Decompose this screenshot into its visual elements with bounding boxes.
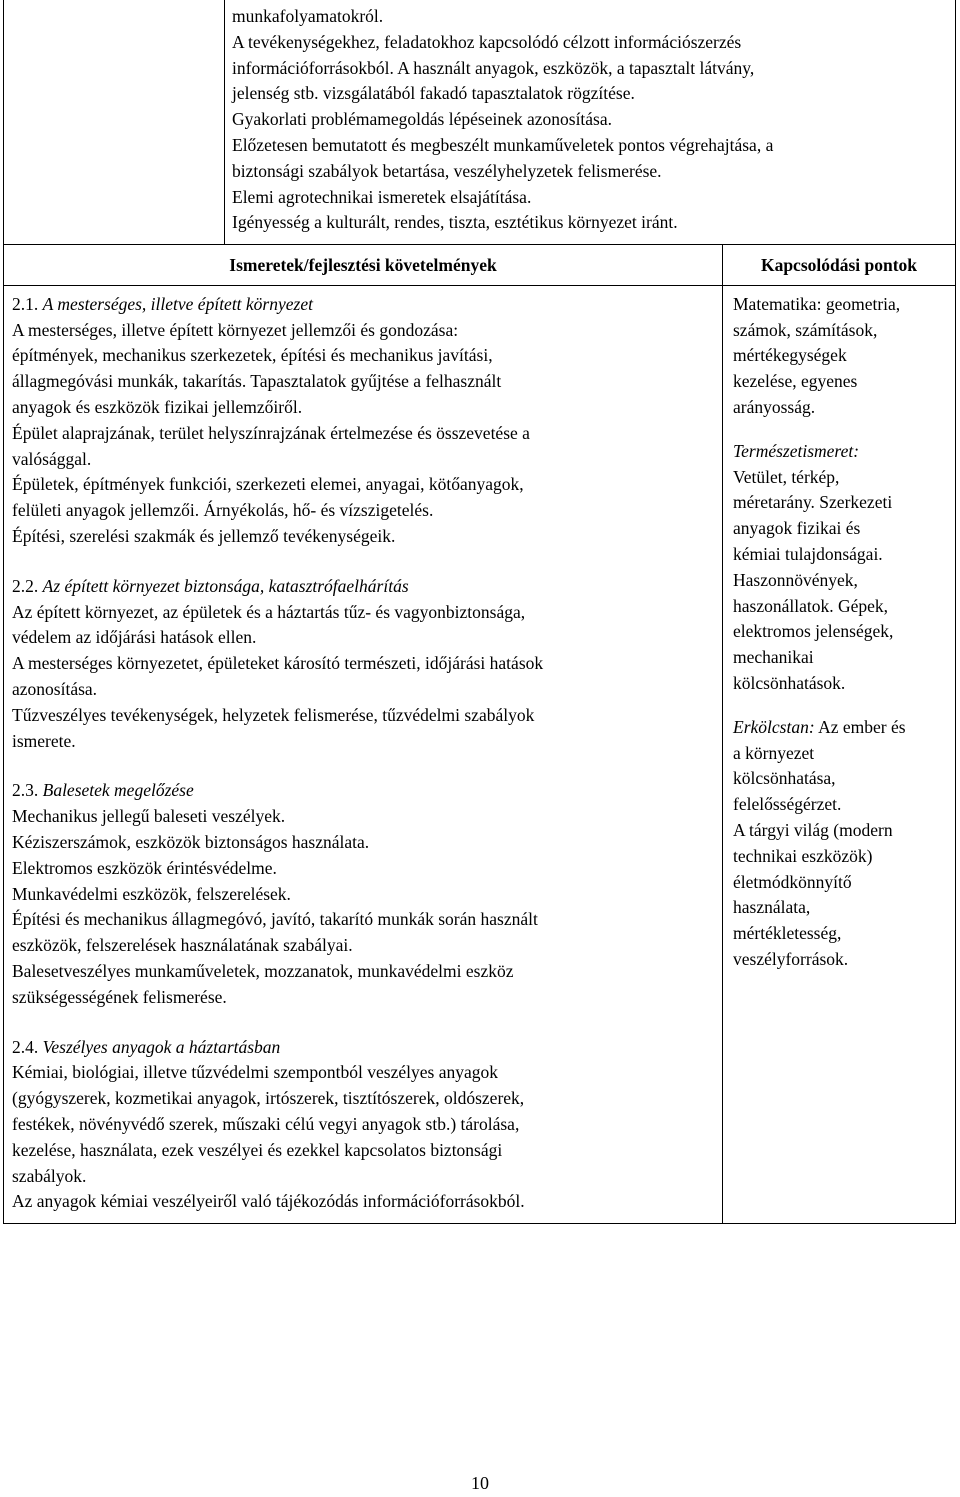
objective-line: jelenség stb. vizsgálatából fakadó tapasztalatok rögzítése. [232,83,635,104]
connection-line: kölcsönhatása, [733,768,836,789]
objective-line: Előzetesen bemutatott és megbeszélt munkaműveletek pontos végrehajtása, a [232,134,774,155]
text-line: Épület alaprajzának, terület helyszínrajzának értelmezése és összevetése a [12,422,530,443]
text-line: Kémiai, biológiai, illetve tűzvédelmi szempontból veszélyes anyagok [12,1062,498,1083]
connection-line: számok, számítások, [733,319,878,340]
page-number: 10 [471,1473,489,1493]
text-line: Mechanikus jellegű baleseti veszélyek. [12,806,286,827]
text-line: Építési és mechanikus állagmegóvó, javító, takarító munkák során használt [12,909,538,930]
section-title: 2.3. Balesetek megelőzése [12,780,194,801]
connection-line: Haszonnövények, [733,569,858,590]
section-2-2 [12,574,712,755]
connection-line: felelősségérzet. [733,794,842,815]
connection-line: kezelése, egyenes [733,371,858,392]
connection-line: mértékletesség, [733,923,842,944]
header-connections: Kapcsolódási pontok [723,245,956,286]
text-line: kezelése, használata, ezek veszélyei és ezekkel kapcsolatos biztonsági [12,1139,503,1160]
connection-line: méretarány. Szerkezeti [733,492,893,513]
section-title: 2.4. Veszélyes anyagok a háztartásban [12,1036,281,1057]
text-line: A mesterséges környezetet, épületeket károsító természeti, időjárási hatások [12,653,544,674]
connection-line: Vetület, térkép, [733,466,840,487]
connection-line: kölcsönhatások. [733,672,846,693]
objectives-table [3,0,956,245]
section-2-4 [12,1035,712,1216]
text-line: felületi anyagok jellemzői. Árnyékolás, hő- és vízszigetelés. [12,500,434,521]
objective-line: biztonsági szabályok betartása, veszélyhelyzetek felismerése. [232,160,662,181]
text-line: védelem az időjárási hatások ellen. [12,627,257,648]
header-knowledge: Ismeretek/fejlesztési követelmények [4,245,723,286]
content-table [3,244,956,1224]
text-line: Kéziszerszámok, eszközök biztonságos használata. [12,831,370,852]
connection-line: anyagok fizikai és [733,518,861,539]
text-line: Munkavédelmi eszközök, felszerelések. [12,883,291,904]
text-line: Balesetveszélyes munkaműveletek, mozzanatok, munkavédelmi eszköz [12,960,514,981]
text-line: Az anyagok kémiai veszélyeiről való tájékozódás információforrásokból. [12,1191,525,1212]
connection-math [733,292,949,421]
text-line: Építési, szerelési szakmák és jellemző tevékenységeik. [12,525,396,546]
connection-line: technikai eszközök) [733,845,873,866]
objective-line: Igényesség a kulturált, rendes, tiszta, esztétikus környezet iránt. [232,212,678,233]
knowledge-cell [4,285,723,1223]
text-line: Elektromos eszközök érintésvédelme. [12,857,277,878]
connection-line: használata, [733,897,811,918]
connection-line: veszélyforrások. [733,948,849,969]
empty-cell [4,0,225,245]
text-line: szükségességének felismerése. [12,986,227,1007]
text-line: Az épített környezet, az épületek és a háztartás tűz- és vagyonbiztonsága, [12,601,526,622]
connection-line: mechanikai [733,647,814,668]
objective-line: Elemi agrotechnikai ismeretek elsajátítása. [232,186,532,207]
text-line: (gyógyszerek, kozmetikai anyagok, irtószerek, tisztítószerek, oldószerek, [12,1088,525,1109]
objective-line: munkafolyamatokról. [232,6,384,26]
objective-line: információforrásokból. A használt anyagok, eszközök, a tapasztalt látvány, [232,57,755,78]
connection-line: Matematika: geometria, [733,293,901,314]
objectives-cell [225,0,956,245]
connection-ethics [733,715,949,973]
section-title: 2.1. A mesterséges, illetve épített környezet [12,293,313,314]
section-2-1 [12,292,712,550]
text-line: Épületek, építmények funkciói, szerkezeti elemei, anyagai, kötőanyagok, [12,474,524,495]
connection-label: Természetismeret: [733,440,860,461]
connection-line: életmódkönnyítő [733,871,852,892]
text-line: Tűzveszélyes tevékenységek, helyzetek felismerése, tűzvédelmi szabályok [12,704,535,725]
connection-line: A tárgyi világ (modern [733,819,893,840]
text-line: ismerete. [12,730,76,751]
text-line: szabályok. [12,1165,87,1186]
text-line: eszközök, felszerelések használatának szabályai. [12,935,353,956]
connection-line: kémiai tulajdonságai. [733,543,883,564]
objective-line: A tevékenységekhez, feladatokhoz kapcsolódó célzott információszerzés [232,31,742,52]
section-title: 2.2. Az épített környezet biztonsága, katasztrófaelhárítás [12,575,409,596]
section-2-3 [12,778,712,1010]
connection-science [733,439,949,697]
text-line: A mesterséges, illetve épített környezet jellemzői és gondozása: [12,319,459,340]
connection-line: elektromos jelenségek, [733,621,894,642]
text-line: azonosítása. [12,678,98,699]
text-line: valósággal. [12,448,92,469]
connection-line: a környezet [733,742,815,763]
text-line: festékek, növényvédő szerek, műszaki célú vegyi anyagok stb.) tárolása, [12,1113,520,1134]
connections-cell [723,285,956,1223]
connection-line: haszonállatok. Gépek, [733,595,889,616]
connection-line: arányosság. [733,396,816,417]
connection-line: mértékegységek [733,345,847,366]
text-line: anyagok és eszközök fizikai jellemzőiről. [12,396,303,417]
text-line: építmények, mechanikus szerkezetek, építési és mechanikus javítási, [12,345,493,366]
text-line: állagmegóvási munkák, takarítás. Tapasztalatok gyűjtése a felhasznált [12,371,502,392]
connection-label: Erkölcstan: Az ember és [733,716,906,737]
objective-line: Gyakorlati problémamegoldás lépéseinek azonosítása. [232,109,613,130]
